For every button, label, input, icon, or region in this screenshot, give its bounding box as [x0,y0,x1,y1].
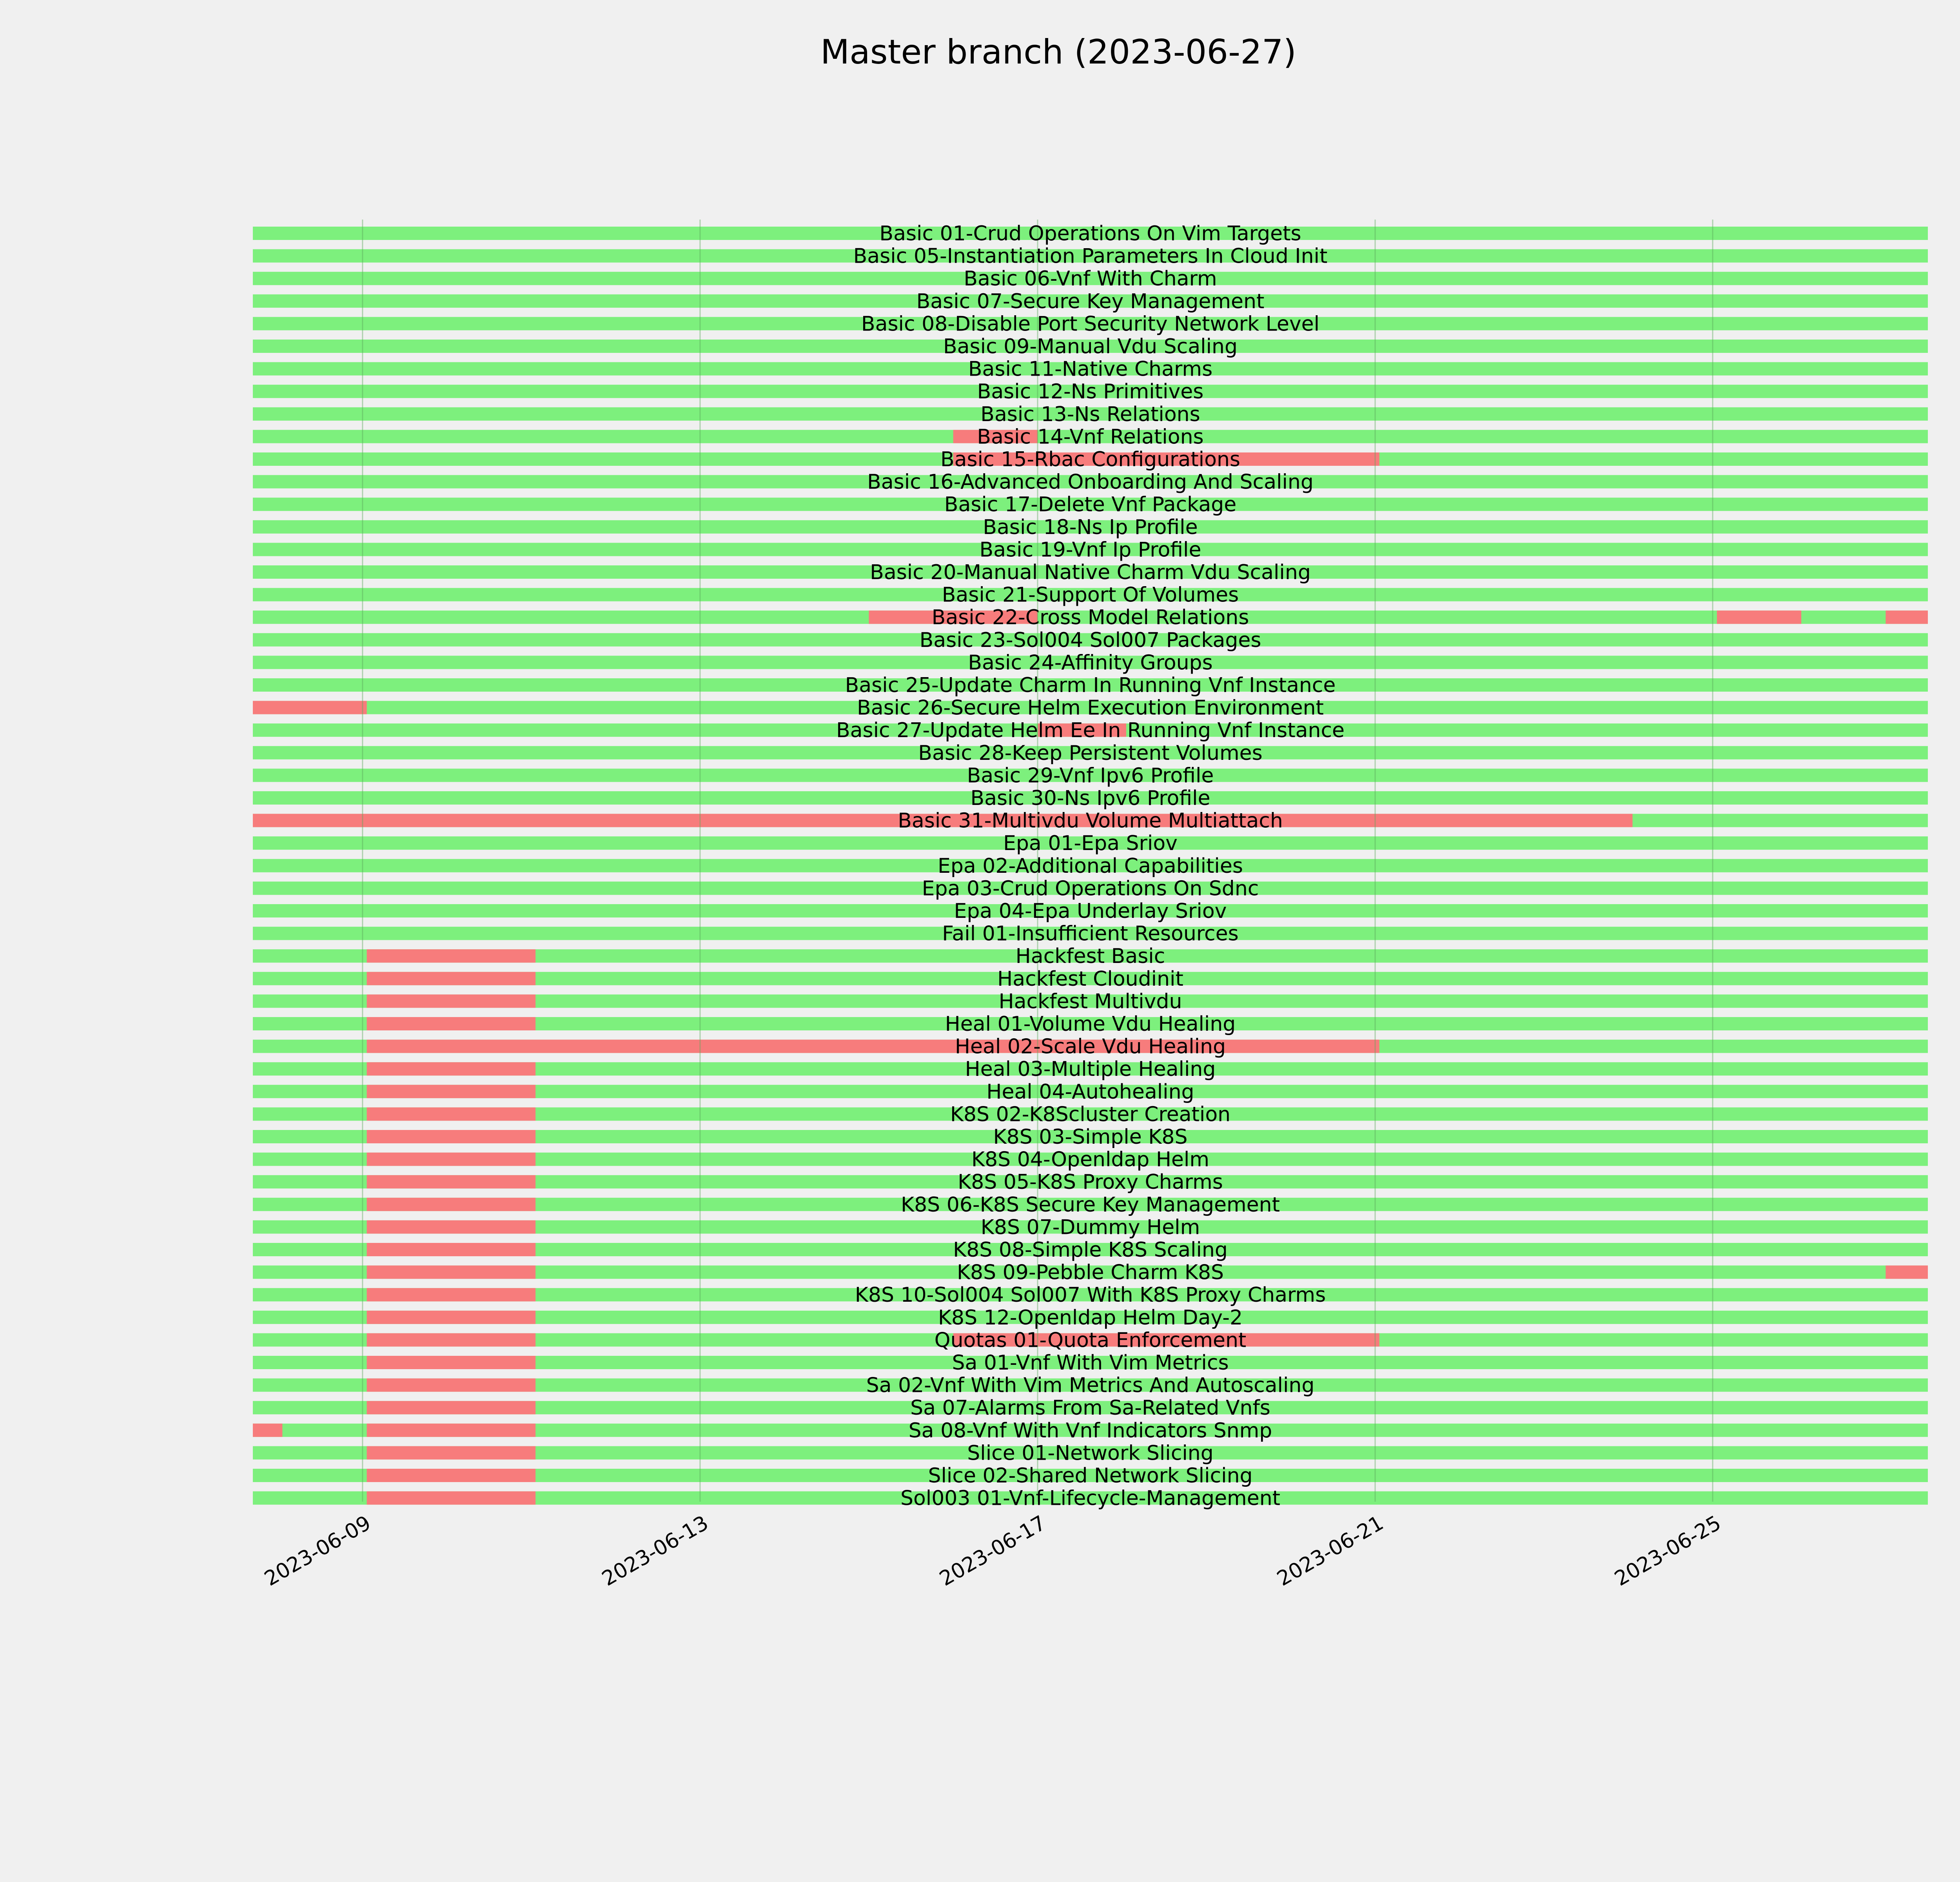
row-label: Heal 03-Multiple Healing [965,1057,1216,1081]
fail-bar [367,1243,536,1256]
fail-bar [367,1446,536,1459]
row-label: Hackfest Basic [1015,945,1165,968]
fail-bar [367,949,536,963]
row-label: Basic 28-Keep Persistent Volumes [918,741,1263,765]
row-label: Basic 26-Secure Helm Execution Environment [857,696,1324,720]
row-label: Epa 01-Epa Sriov [1003,832,1178,856]
row-label: Basic 16-Advanced Onboarding And Scaling [867,470,1314,494]
fail-bar [367,1198,536,1211]
row-label: Fail 01-Insufficient Resources [942,922,1239,946]
row-label: Basic 22-Cross Model Relations [931,606,1249,630]
row-label: Basic 31-Multivdu Volume Multiattach [898,809,1283,833]
row-label: Sa 01-Vnf With Vim Metrics [952,1351,1229,1375]
row-label: Epa 03-Crud Operations On Sdnc [922,877,1259,901]
row-label: Slice 02-Shared Network Slicing [928,1464,1253,1488]
fail-bar [367,1085,536,1098]
fail-bar [367,1040,1379,1053]
row-label: Epa 04-Epa Underlay Sriov [954,899,1227,923]
fail-bar [367,1311,536,1324]
row-label: Heal 01-Volume Vdu Healing [945,1012,1236,1036]
row-label: Basic 01-Crud Operations On Vim Targets [879,222,1301,245]
row-label: Epa 02-Additional Capabilities [938,854,1243,878]
row-label: Basic 29-Vnf Ipv6 Profile [967,764,1214,788]
row-label: Basic 21-Support Of Volumes [942,583,1239,607]
row-label: Basic 11-Native Charms [968,357,1213,381]
fail-bar [367,1130,536,1143]
row-label: Sol003 01-Vnf-Lifecycle-Management [900,1486,1281,1510]
fail-bar [1886,1266,1928,1279]
row-label: Hackfest Cloudinit [997,967,1183,991]
row-label: Basic 05-Instantiation Parameters In Cloud Init [853,244,1328,268]
fail-bar [367,1469,536,1482]
row-label: Quotas 01-Quota Enforcement [934,1328,1247,1352]
row-label: K8S 06-K8S Secure Key Management [900,1193,1280,1217]
row-label: Basic 14-Vnf Relations [977,425,1204,449]
row-label: Basic 25-Update Charm In Running Vnf Instance [845,674,1336,697]
row-label: Basic 23-Sol004 Sol007 Packages [919,628,1261,652]
row-label: Basic 09-Manual Vdu Scaling [943,335,1238,358]
fail-bar [253,701,367,714]
row-label: Heal 02-Scale Vdu Healing [955,1035,1226,1059]
x-tick-label: 2023-06-25 [1610,1511,1725,1591]
row-label: K8S 03-Simple K8S [993,1125,1188,1149]
fail-bar [367,1491,536,1505]
row-label: K8S 08-Simple K8S Scaling [953,1238,1228,1262]
row-label: Basic 24-Affinity Groups [968,651,1213,675]
fail-bar [367,1062,536,1075]
fail-bar [367,1379,536,1392]
fail-bar [367,1333,536,1346]
fail-bar [1717,610,1801,624]
row-label: Hackfest Multivdu [998,990,1182,1014]
fail-bar [367,1107,536,1121]
fail-bar [367,1220,536,1233]
fail-bar [367,1356,536,1369]
fail-bar [367,1266,536,1279]
row-label: Basic 15-Rbac Configurations [940,448,1240,471]
row-label: Sa 08-Vnf With Vnf Indicators Snmp [908,1419,1272,1442]
row-label: K8S 02-K8Scluster Creation [950,1103,1231,1126]
fail-bar [367,1017,536,1030]
fail-bar [367,1175,536,1188]
row-label: Basic 08-Disable Port Security Network Level [861,312,1320,336]
row-label: K8S 09-Pebble Charm K8S [956,1261,1224,1284]
row-label: Basic 30-Ns Ipv6 Profile [970,787,1210,810]
row-label: Basic 13-Ns Relations [980,402,1200,426]
fail-bar [1886,610,1928,624]
row-label: K8S 05-K8S Proxy Charms [958,1170,1223,1194]
row-label: Basic 06-Vnf With Charm [964,267,1217,291]
row-label: Basic 19-Vnf Ip Profile [979,538,1201,562]
x-tick-label: 2023-06-17 [935,1511,1050,1591]
fail-bar [367,994,536,1008]
row-label: Basic 12-Ns Primitives [977,380,1204,404]
row-label: Sa 02-Vnf With Vim Metrics And Autoscaling [866,1373,1315,1397]
row-label: Basic 07-Secure Key Management [916,289,1265,313]
fail-bar [367,1401,536,1414]
x-tick-label: 2023-06-21 [1273,1511,1388,1591]
row-label: Sa 07-Alarms From Sa-Related Vnfs [910,1396,1270,1420]
x-tick-label: 2023-06-09 [260,1511,375,1591]
fail-bar [367,972,536,985]
fail-bar [253,1424,282,1437]
fail-bar [367,1424,536,1437]
fail-bar [367,1288,536,1301]
row-label: K8S 04-Openldap Helm [971,1148,1210,1172]
row-label: K8S 07-Dummy Helm [980,1215,1200,1239]
row-label: Slice 01-Network Slicing [967,1441,1214,1465]
chart-title: Master branch (2023-06-27) [820,33,1297,72]
row-label: Basic 20-Manual Native Charm Vdu Scaling [870,561,1311,584]
row-label: Basic 18-Ns Ip Profile [983,515,1198,539]
row-label: Basic 27-Update Helm Ee In Running Vnf Instance [836,719,1345,743]
row-label: K8S 10-Sol004 Sol007 With K8S Proxy Charms [855,1283,1326,1307]
row-label: Heal 04-Autohealing [986,1080,1194,1104]
row-label: K8S 12-Openldap Helm Day-2 [938,1306,1243,1330]
x-tick-label: 2023-06-13 [598,1511,713,1591]
fail-bar [367,1153,536,1166]
row-label: Basic 17-Delete Vnf Package [944,493,1237,517]
